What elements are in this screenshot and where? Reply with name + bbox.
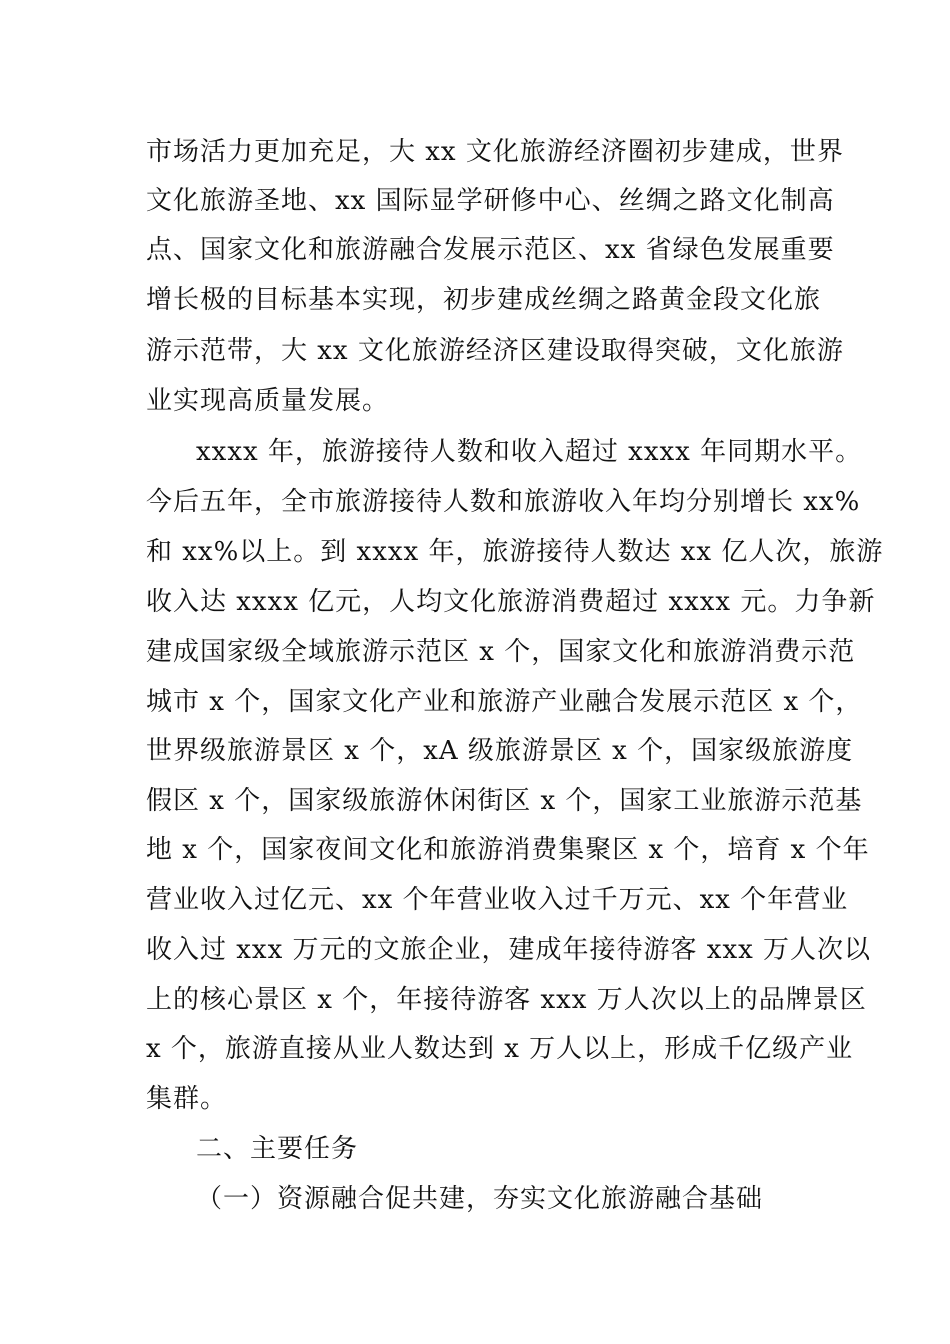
paragraph-line: 假区 x 个，国家级旅游休闲街区 x 个，国家工业旅游示范基 [146,786,863,816]
paragraph-line: 城市 x 个，国家文化产业和旅游产业融合发展示范区 x 个， [146,687,863,717]
paragraph-line: 集群。 [146,1084,228,1114]
paragraph-line: 和 xx%以上。到 xxxx 年，旅游接待人数达 xx 亿人次，旅游 [146,537,884,567]
paragraph-line: 世界级旅游景区 x 个，xA 级旅游景区 x 个，国家级旅游度 [146,736,854,766]
section-heading: 二、主要任务 [196,1134,359,1164]
paragraph-line: 点、国家文化和旅游融合发展示范区、xx 省绿色发展重要 [146,235,835,265]
paragraph-line: xxxx 年，旅游接待人数和收入超过 xxxx 年同期水平。 [196,437,863,467]
paragraph-line: 游示范带，大 xx 文化旅游经济区建设取得突破，文化旅游 [146,336,844,366]
paragraph-line: 营业收入过亿元、xx 个年营业收入过千万元、xx 个年营业 [146,885,849,915]
paragraph-line: 增长极的目标基本实现，初步建成丝绸之路黄金段文化旅 [146,285,822,315]
subsection-heading: （一）资源融合促共建，夯实文化旅游融合基础 [196,1184,764,1214]
paragraph-line: 业实现高质量发展。 [146,386,390,416]
paragraph-line: 文化旅游圣地、xx 国际显学研修中心、丝绸之路文化制高 [146,186,835,216]
paragraph-line: 收入达 xxxx 亿元，人均文化旅游消费超过 xxxx 元。力争新 [146,587,876,617]
paragraph-line: 建成国家级全域旅游示范区 x 个，国家文化和旅游消费示范 [146,637,856,667]
paragraph-line: x 个，旅游直接从业人数达到 x 万人以上，形成千亿级产业 [146,1034,854,1064]
paragraph-line: 市场活力更加充足，大 xx 文化旅游经济圈初步建成，世界 [146,137,844,167]
paragraph-line: 地 x 个，国家夜间文化和旅游消费集聚区 x 个，培育 x 个年 [146,835,870,865]
paragraph-line: 今后五年，全市旅游接待人数和旅游收入年均分别增长 xx% [146,487,861,517]
paragraph-line: 上的核心景区 x 个，年接待游客 xxx 万人次以上的品牌景区 [146,985,867,1015]
paragraph-line: 收入过 xxx 万元的文旅企业，建成年接待游客 xxx 万人次以 [146,935,872,965]
